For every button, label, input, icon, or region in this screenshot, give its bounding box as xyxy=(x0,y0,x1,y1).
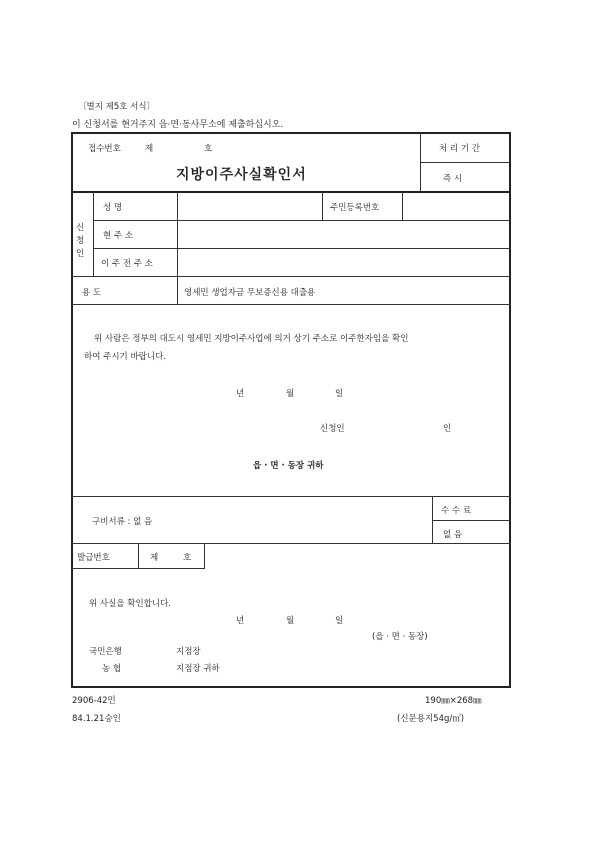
frame-bottom xyxy=(71,686,511,688)
issue-number-label: 발급번호 xyxy=(77,553,110,563)
purpose-label: 용 도 xyxy=(82,288,102,298)
document-title: 지방이주사실확인서 xyxy=(176,167,307,183)
statement-month: 월 xyxy=(286,389,295,399)
receipt-ho: 호 xyxy=(204,144,213,154)
statement-line1: 위 사람은 정부의 대도시 영세민 지방이주사업에 의거 상기 주소로 이주한자임을 확인 xyxy=(94,334,409,344)
applicant-group-label: 신청인 xyxy=(76,223,85,259)
frame-right xyxy=(509,132,511,688)
previous-address-label: 이 주 전 주 소 xyxy=(101,259,153,269)
statement-line2: 하여 주시기 바랍니다. xyxy=(84,352,167,362)
fee-value: 없 음 xyxy=(443,530,463,540)
paper-spec: (신문용지54g/㎡) xyxy=(397,714,465,724)
name-label: 성 명 xyxy=(103,203,123,213)
paper-size: 190㎜×268㎜ xyxy=(425,696,482,706)
official-title: (읍 · 면 · 동장) xyxy=(372,632,428,642)
instruction-text: 이 신청서를 현거주지 읍·면·동사무소에 제출하십시오. xyxy=(72,120,284,130)
statement-day: 일 xyxy=(335,389,344,399)
addressee: 읍 · 면 · 동장 귀하 xyxy=(253,461,324,471)
confirmation-year: 년 xyxy=(236,616,245,626)
resident-number-label: 주민등록번호 xyxy=(330,203,380,213)
bank1-branch: 지점장 xyxy=(176,647,201,657)
statement-year: 년 xyxy=(236,389,245,399)
form-code: 2906-42민 xyxy=(72,696,116,706)
current-address-field[interactable] xyxy=(180,223,507,245)
seal-mark: 인 xyxy=(443,424,452,434)
receipt-je: 제 xyxy=(145,144,154,154)
frame-top xyxy=(71,132,511,134)
issue-ho: 호 xyxy=(183,553,192,563)
bank1-name: 국민은행 xyxy=(89,647,122,657)
form-number: 〔별지 제5호 서식〕 xyxy=(78,102,156,112)
receipt-number-label: 접수번호 xyxy=(88,144,121,154)
fee-label: 수 수 료 xyxy=(441,506,472,516)
bank2-branch: 지점장 귀하 xyxy=(176,664,220,674)
previous-address-field[interactable] xyxy=(180,251,507,273)
name-field[interactable] xyxy=(180,195,320,217)
applicant-sign-label: 신청인 xyxy=(320,424,345,434)
bank2-name: 농 협 xyxy=(102,664,122,674)
processing-period-value: 즉 시 xyxy=(443,174,463,184)
current-address-label: 현 주 소 xyxy=(103,231,134,241)
processing-period-label: 처 리 기 간 xyxy=(439,144,480,154)
frame-left xyxy=(71,132,73,688)
confirmation-month: 월 xyxy=(286,616,295,626)
confirmation-text: 위 사실을 확인합니다. xyxy=(89,599,172,609)
purpose-value: 영세민 생업자금 무보증신용 대출용 xyxy=(184,288,316,298)
approval-date: 84.1.21승인 xyxy=(72,714,121,724)
issue-je: 제 xyxy=(150,553,159,563)
required-documents: 구비서류 : 없 음 xyxy=(92,517,153,527)
confirmation-day: 일 xyxy=(335,616,344,626)
resident-number-field[interactable] xyxy=(405,195,507,217)
